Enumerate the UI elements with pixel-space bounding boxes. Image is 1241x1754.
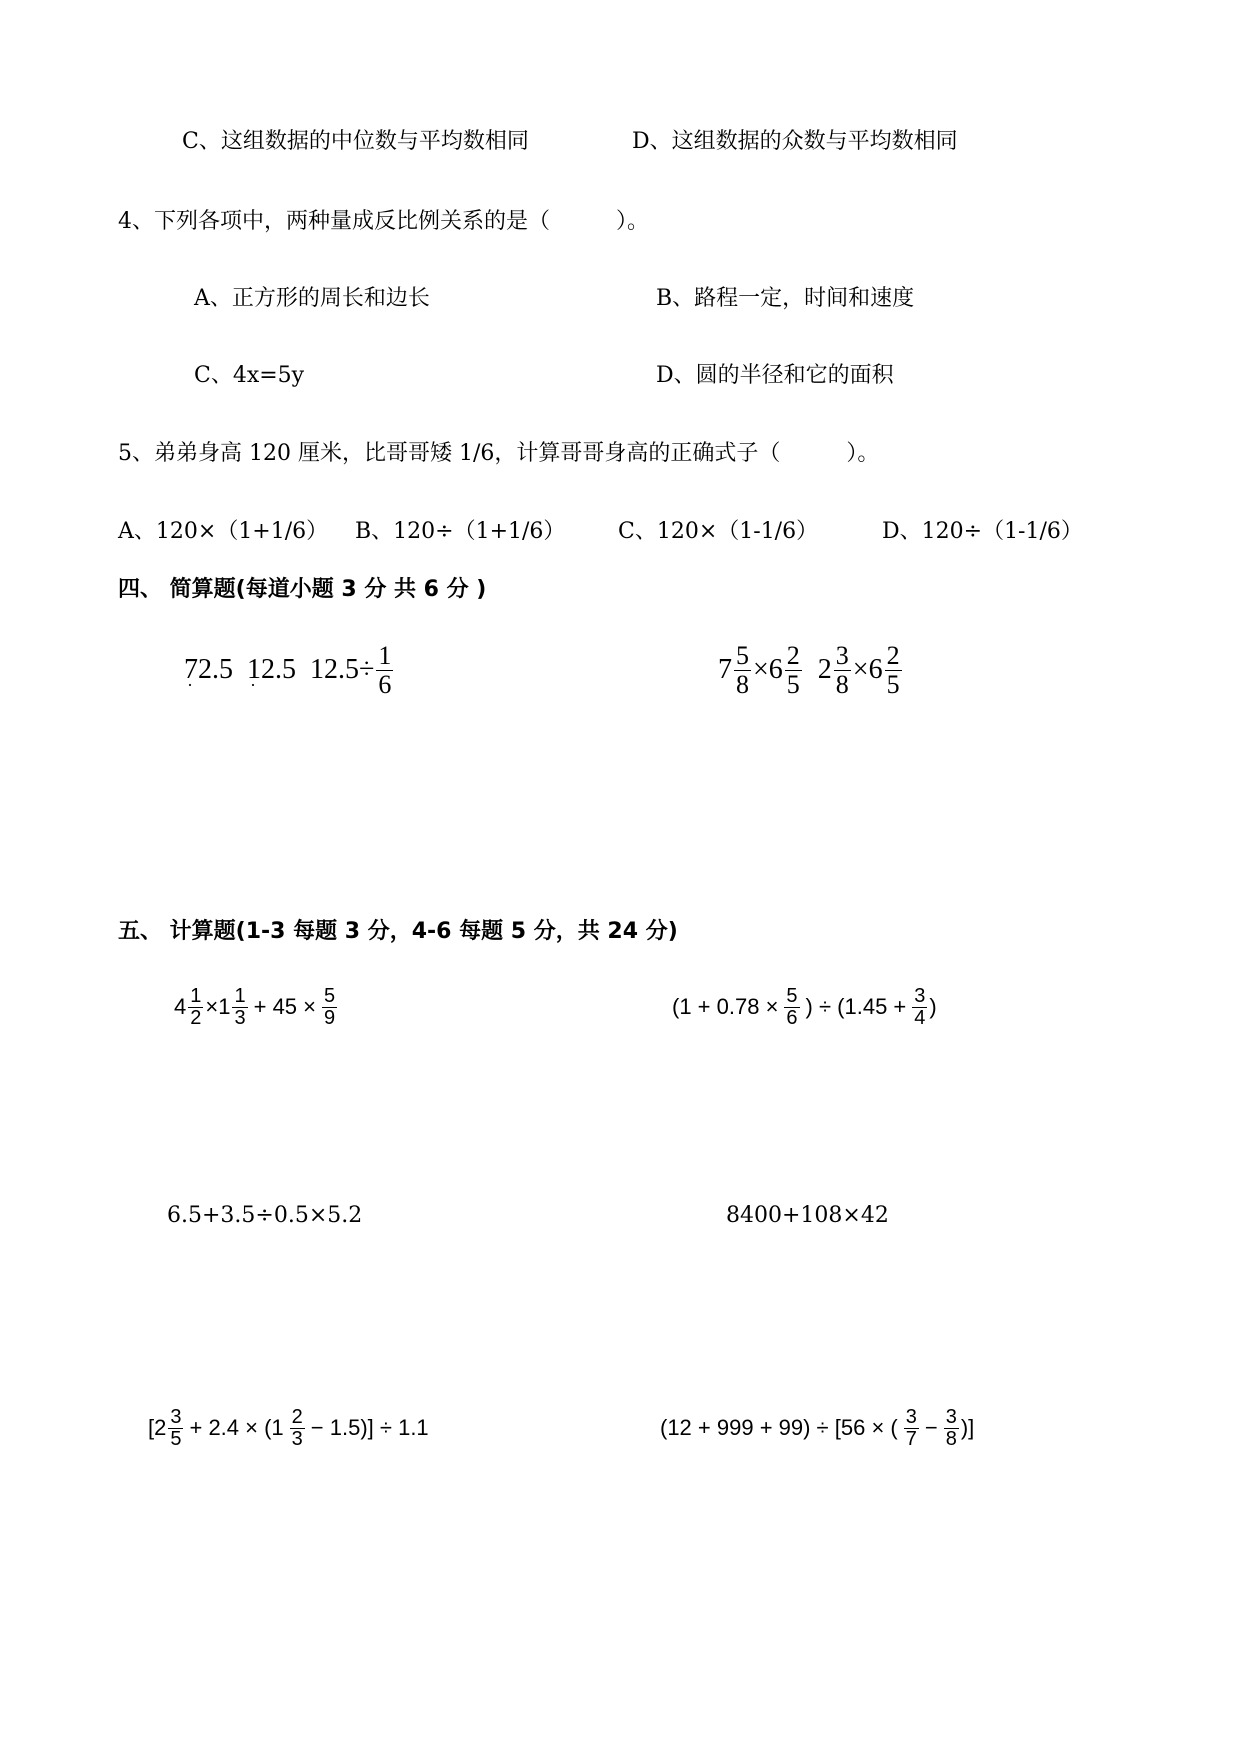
denominator: 5 bbox=[886, 669, 900, 699]
numerator: 5 bbox=[324, 984, 336, 1007]
numerator: 3 bbox=[945, 1405, 957, 1428]
expr-operator: × bbox=[852, 654, 869, 685]
denominator: 3 bbox=[291, 1427, 303, 1450]
fraction bbox=[290, 1407, 305, 1450]
whole-number: 4 bbox=[174, 994, 187, 1019]
numerator: 3 bbox=[835, 641, 849, 671]
whole-number: 1 bbox=[218, 994, 231, 1019]
section4-expr1 bbox=[184, 630, 395, 710]
denominator: 3 bbox=[234, 1006, 246, 1029]
fraction bbox=[912, 986, 927, 1029]
section4-expr2 bbox=[718, 630, 904, 710]
denominator: 8 bbox=[835, 669, 849, 699]
denominator: 9 bbox=[324, 1006, 336, 1029]
numerator: 2 bbox=[291, 1405, 303, 1428]
fraction bbox=[885, 642, 902, 698]
numerator: 2 bbox=[786, 641, 800, 671]
q5-option-a: A、120×（1+1/6） bbox=[118, 519, 329, 544]
denominator: 4 bbox=[914, 1006, 926, 1029]
fraction bbox=[322, 986, 337, 1029]
fraction bbox=[376, 642, 393, 698]
expr-operator: − bbox=[924, 1415, 938, 1440]
fraction bbox=[944, 1407, 959, 1450]
q5-option-b: B、120÷（1+1/6） bbox=[355, 519, 566, 544]
expr-text: + 2.4 × (1 bbox=[189, 1415, 284, 1440]
numerator: 1 bbox=[234, 984, 246, 1007]
q5-option-c: C、120×（1-1/6） bbox=[618, 519, 819, 544]
denominator: 6 bbox=[378, 669, 392, 699]
section5-expr6 bbox=[660, 1393, 974, 1463]
section5-expr1 bbox=[174, 972, 339, 1042]
denominator: 5 bbox=[786, 669, 800, 699]
numerator: 3 bbox=[905, 1405, 917, 1428]
denominator: 5 bbox=[170, 1427, 182, 1450]
fraction bbox=[734, 642, 751, 698]
denominator: 8 bbox=[736, 669, 749, 699]
q4-question: 4、下列各项中，两种量成反比例关系的是（ ）。 bbox=[118, 209, 649, 234]
section5-expr2 bbox=[672, 972, 937, 1042]
expr-text: )] bbox=[960, 1415, 975, 1440]
numerator: 5 bbox=[786, 984, 798, 1007]
fraction bbox=[904, 1407, 919, 1450]
q4-option-d: D、圆的半径和它的面积 bbox=[656, 363, 894, 388]
numerator: 3 bbox=[914, 984, 926, 1007]
section5-heading: 五、 计算题(1-3 每题 3 分，4-6 每题 5 分，共 24 分) bbox=[118, 919, 678, 944]
expr-text: ) bbox=[929, 994, 937, 1019]
fraction bbox=[785, 642, 802, 698]
whole-number: 2 bbox=[817, 654, 832, 685]
whole-number: 6 bbox=[768, 654, 783, 685]
expr-operator: × bbox=[753, 654, 769, 685]
fraction bbox=[232, 986, 247, 1029]
section4-heading: 四、 简算题(每道小题 3 分 共 6 分 ) bbox=[118, 577, 487, 602]
denominator: 6 bbox=[786, 1006, 798, 1029]
expr-number: 72.5 · bbox=[184, 654, 233, 686]
whole-number: 7 bbox=[718, 654, 732, 685]
denominator: 2 bbox=[190, 1006, 202, 1029]
q3-option-c: C、这组数据的中位数与平均数相同 bbox=[182, 129, 529, 154]
section5-expr3: 6.5+3.5÷0.5×5.2 bbox=[167, 1203, 363, 1228]
expr-text: (12 + 999 + 99) ÷ [56 × ( bbox=[660, 1415, 898, 1440]
fraction bbox=[168, 1407, 183, 1450]
numerator: 1 bbox=[378, 641, 392, 671]
section5-expr4: 8400+108×42 bbox=[726, 1203, 889, 1228]
expr-text: (1 + 0.78 × bbox=[672, 994, 779, 1019]
expr-number: 12.5 bbox=[310, 654, 359, 685]
expr-operator: ÷ bbox=[359, 654, 375, 685]
expr-text: + 45 × bbox=[253, 994, 316, 1019]
q4-option-b: B、路程一定，时间和速度 bbox=[656, 286, 915, 311]
section5-expr5 bbox=[148, 1393, 429, 1463]
whole-number: 6 bbox=[868, 654, 883, 685]
expr-number: 12.5 · bbox=[247, 654, 296, 686]
q4-option-c: C、4x=5y bbox=[194, 363, 305, 388]
expr-text: ) ÷ (1.45 + bbox=[805, 994, 907, 1019]
expr-text: [2 bbox=[148, 1415, 167, 1440]
denominator: 8 bbox=[945, 1427, 957, 1450]
numerator: 2 bbox=[886, 641, 900, 671]
q4-option-a: A、正方形的周长和边长 bbox=[194, 286, 430, 311]
fraction bbox=[188, 986, 203, 1029]
numerator: 3 bbox=[170, 1405, 182, 1428]
numerator: 1 bbox=[190, 984, 202, 1007]
numerator: 5 bbox=[736, 641, 749, 671]
expr-operator: × bbox=[205, 994, 219, 1019]
q5-question: 5、弟弟身高 120 厘米，比哥哥矮 1/6，计算哥哥身高的正确式子（ ）。 bbox=[118, 441, 880, 466]
expr-text: − 1.5)] ÷ 1.1 bbox=[310, 1415, 429, 1440]
fraction bbox=[784, 986, 799, 1029]
q5-option-d: D、120÷（1-1/6） bbox=[882, 519, 1083, 544]
denominator: 7 bbox=[905, 1427, 917, 1450]
q3-option-d: D、这组数据的众数与平均数相同 bbox=[632, 129, 958, 154]
fraction bbox=[834, 642, 851, 698]
